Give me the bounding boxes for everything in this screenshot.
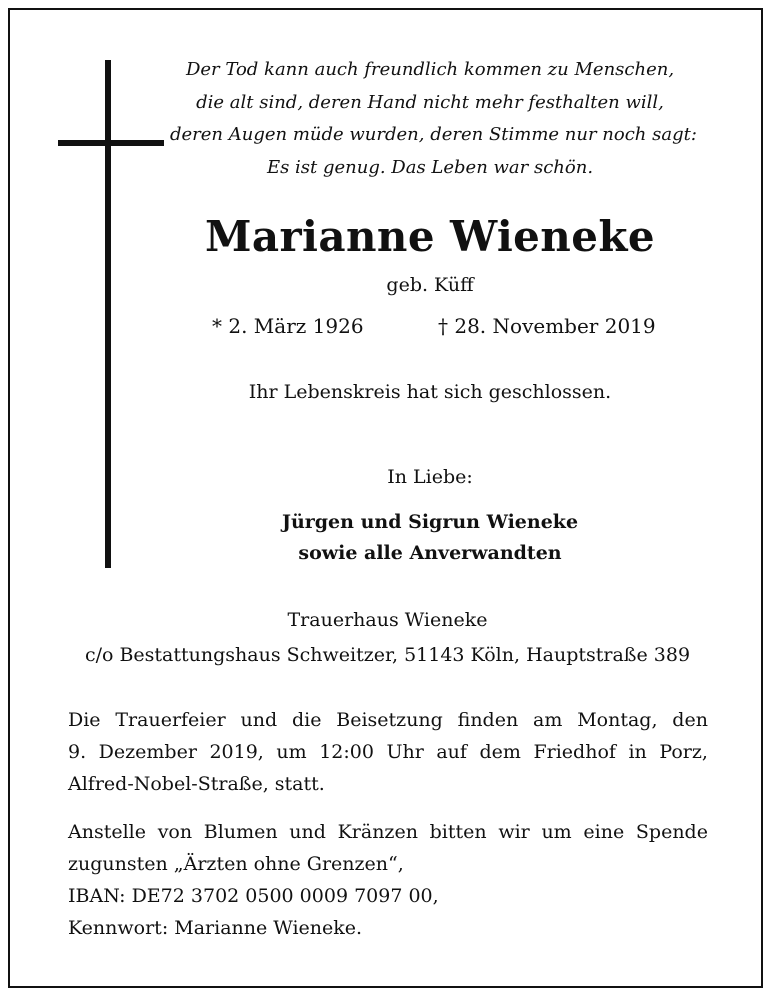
poem	[170, 54, 697, 184]
word: und	[240, 709, 278, 731]
mourning-house-address: c/o Bestattungshaus Schweitzer, 51143 Köln, Hauptstraße 389	[84, 644, 691, 666]
cross-icon-horizontal-bar	[58, 140, 164, 146]
word: um	[541, 821, 572, 843]
death-date: † 28. November 2019	[438, 314, 656, 338]
word: Trauerfeier	[115, 709, 226, 731]
word: eine	[583, 821, 625, 843]
mourning-house-title: Trauerhaus Wieneke	[287, 609, 488, 631]
word: Montag,	[577, 709, 658, 731]
word: Spende	[635, 821, 708, 843]
word: Friedhof	[533, 741, 616, 763]
in-love-label: In Liebe:	[387, 466, 473, 488]
word: Dezember	[98, 741, 197, 763]
donation-line	[68, 816, 708, 848]
word: Die	[68, 709, 101, 731]
word: um	[276, 741, 307, 763]
donation-line: Kennwort: Marianne Wieneke.	[68, 917, 363, 939]
donation-line: IBAN: DE72 3702 0500 0009 7097 00,	[68, 885, 439, 907]
poem-line: die alt sind, deren Hand nicht mehr festhalten will,	[196, 91, 664, 113]
word: von	[157, 821, 193, 843]
funeral-line: Alfred-Nobel-Straße, statt.	[68, 773, 325, 795]
maiden-name: geb. Küff	[386, 274, 474, 296]
word: Kränzen	[337, 821, 418, 843]
mourners-line: Jürgen und Sigrun Wieneke	[281, 511, 579, 533]
word: wir	[498, 821, 530, 843]
word: Porz,	[659, 741, 708, 763]
word: bitten	[429, 821, 487, 843]
word: Blumen	[203, 821, 278, 843]
life-circle-text: Ihr Lebenskreis hat sich geschlossen.	[248, 381, 612, 403]
word: 9.	[68, 741, 87, 763]
word: und	[289, 821, 326, 843]
word: Uhr	[386, 741, 424, 763]
word: Anstelle	[68, 821, 146, 843]
cross-icon-vertical-bar	[105, 60, 111, 568]
funeral-paragraph	[68, 704, 708, 800]
mourners	[170, 507, 690, 569]
word: in	[628, 741, 647, 763]
birth-date: * 2. März 1926	[212, 314, 364, 338]
funeral-line	[68, 704, 708, 736]
word: am	[533, 709, 563, 731]
mourners-line: sowie alle Anverwandten	[298, 542, 562, 564]
word: Beisetzung	[336, 709, 443, 731]
funeral-line	[68, 736, 708, 768]
word: auf	[436, 741, 467, 763]
word: den	[672, 709, 708, 731]
word: die	[291, 709, 322, 731]
word: finden	[457, 709, 519, 731]
word: 2019,	[209, 741, 264, 763]
poem-line: Der Tod kann auch freundlich kommen zu Menschen,	[185, 59, 675, 80]
donation-line: zugunsten „Ärzten ohne Grenzen“,	[68, 853, 404, 875]
word: 12:00	[319, 741, 374, 763]
donation-paragraph	[68, 816, 708, 944]
poem-line: deren Augen müde wurden, deren Stimme nur noch sagt:	[170, 124, 697, 145]
deceased-name: Marianne Wieneke	[204, 212, 655, 261]
poem-line: Es ist genug. Das Leben war schön.	[266, 156, 594, 178]
word: dem	[479, 741, 521, 763]
